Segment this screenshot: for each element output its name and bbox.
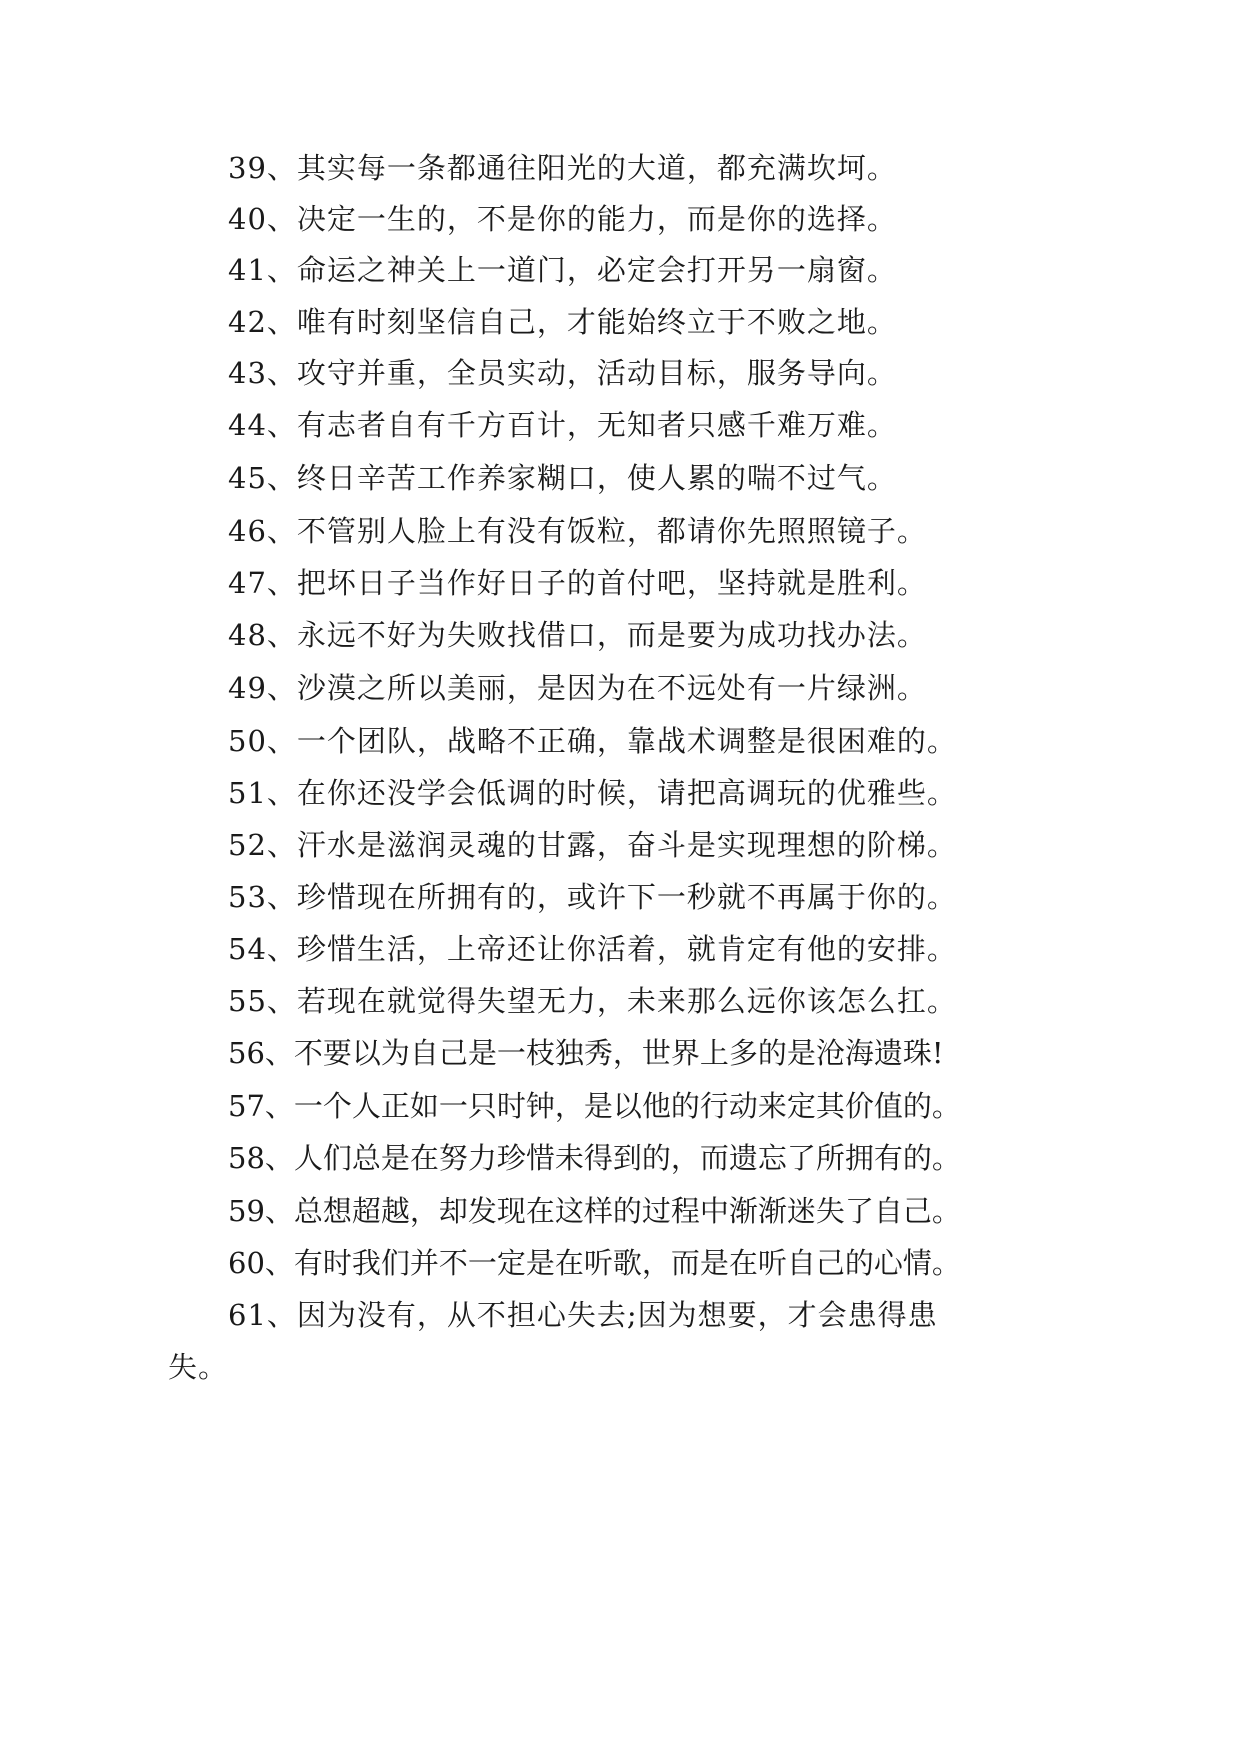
list-item: 46、不管别人脸上有没有饭粒，都请你先照照镜子。: [228, 514, 927, 548]
list-item: 56、不要以为自己是一枝独秀，世界上多的是沧海遗珠!: [228, 1036, 944, 1070]
list-item: 57、一个人正如一只时钟，是以他的行动来定其价值的。: [228, 1089, 961, 1123]
list-item: 59、总想超越，却发现在这样的过程中渐渐迷失了自己。: [228, 1194, 961, 1228]
list-item: 40、决定一生的，不是你的能力，而是你的选择。: [228, 202, 897, 236]
list-item: 48、永远不好为失败找借口，而是要为成功找办法。: [228, 618, 927, 652]
list-item: 50、一个团队，战略不正确，靠战术调整是很困难的。: [228, 724, 957, 758]
list-item: 54、珍惜生活，上帝还让你活着，就肯定有他的安排。: [228, 932, 957, 966]
list-item: 45、终日辛苦工作养家糊口，使人累的喘不过气。: [228, 461, 897, 495]
list-item: 52、汗水是滋润灵魂的甘露，奋斗是实现理想的阶梯。: [228, 828, 957, 862]
list-item: 60、有时我们并不一定是在听歌，而是在听自己的心情。: [228, 1246, 961, 1280]
list-item: 58、人们总是在努力珍惜未得到的，而遗忘了所拥有的。: [228, 1141, 961, 1175]
list-item: 53、珍惜现在所拥有的，或许下一秒就不再属于你的。: [228, 880, 957, 914]
list-item-continuation: 失。: [168, 1350, 229, 1384]
list-item: 44、有志者自有千方百计，无知者只感千难万难。: [228, 408, 897, 442]
list-item: 51、在你还没学会低调的时候，请把高调玩的优雅些。: [228, 776, 957, 810]
list-item: 42、唯有时刻坚信自己，才能始终立于不败之地。: [228, 305, 897, 339]
list-item: 55、若现在就觉得失望无力，未来那么远你该怎么扛。: [228, 984, 957, 1018]
list-item: 47、把坏日子当作好日子的首付吧，坚持就是胜利。: [228, 566, 927, 600]
list-item: 41、命运之神关上一道门，必定会打开另一扇窗。: [228, 253, 897, 287]
list-item: 39、其实每一条都通往阳光的大道，都充满坎坷。: [228, 151, 897, 185]
list-item: 49、沙漠之所以美丽，是因为在不远处有一片绿洲。: [228, 671, 927, 705]
list-item: 43、攻守并重，全员实动，活动目标，服务导向。: [228, 356, 897, 390]
list-item: 61、因为没有，从不担心失去;因为想要，才会患得患: [228, 1298, 938, 1332]
